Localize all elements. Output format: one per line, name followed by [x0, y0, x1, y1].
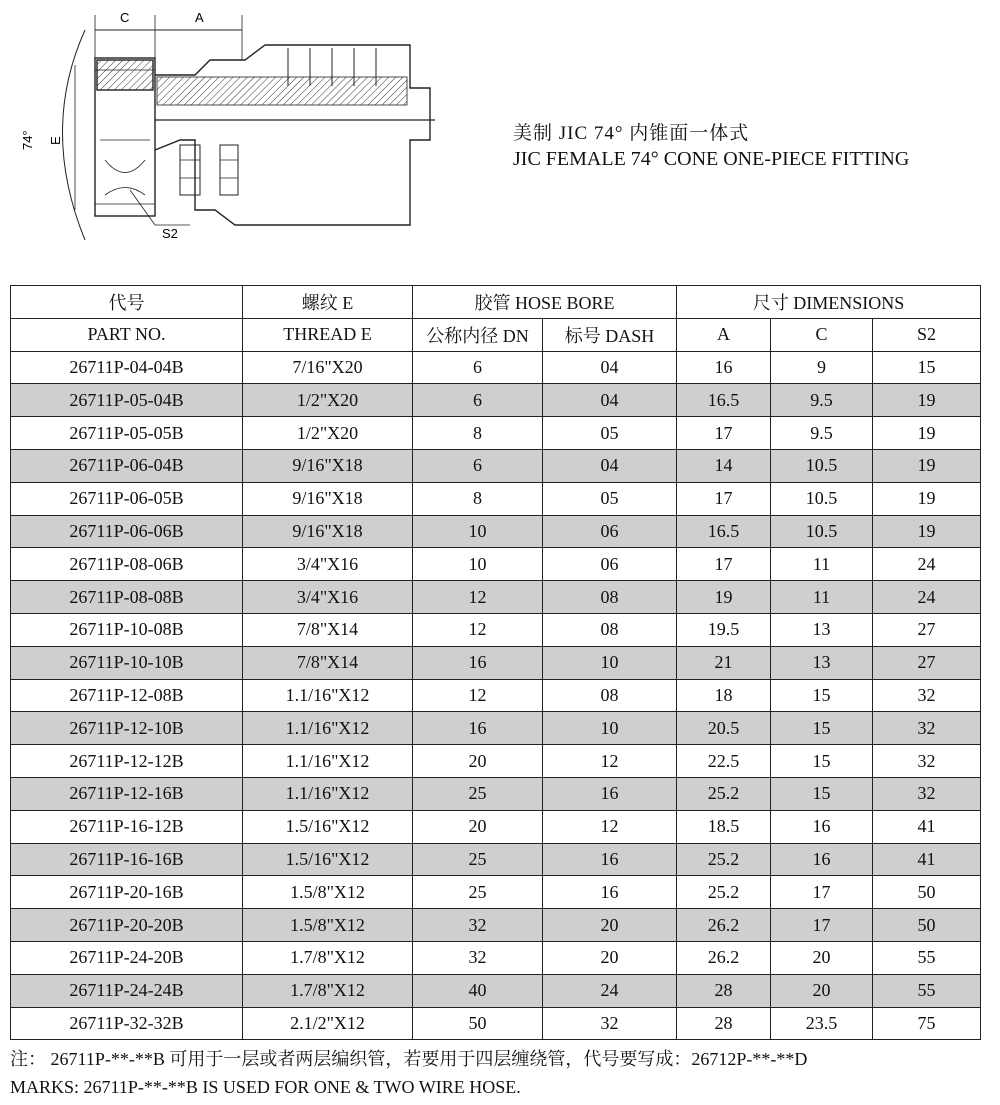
table-cell: 16 [413, 712, 543, 745]
table-row [11, 482, 981, 515]
table-cell: 9/16"X18 [243, 515, 413, 548]
table-cell: 32 [873, 777, 981, 810]
table-cell: 26711P-12-12B [11, 745, 243, 778]
table-cell: 3/4"X16 [243, 581, 413, 614]
header-part-no: PART NO. [11, 318, 243, 351]
table-row [11, 679, 981, 712]
table-cell: 55 [873, 941, 981, 974]
title-english: JIC FEMALE 74° CONE ONE-PIECE FITTING [513, 148, 910, 170]
table-cell: 12 [413, 581, 543, 614]
table-cell: 20 [543, 909, 677, 942]
table-cell: 16 [677, 351, 771, 384]
table-cell: 11 [771, 581, 873, 614]
table-cell: 10.5 [771, 515, 873, 548]
header-s2: S2 [873, 318, 981, 351]
table-row [11, 548, 981, 581]
table-cell: 11 [771, 548, 873, 581]
table-row [11, 745, 981, 778]
table-cell: 17 [677, 417, 771, 450]
table-cell: 32 [873, 679, 981, 712]
table-cell: 19 [873, 449, 981, 482]
table-row [11, 843, 981, 876]
table-row [11, 974, 981, 1007]
table-cell: 40 [413, 974, 543, 1007]
table-row [11, 351, 981, 384]
table-cell: 1/2"X20 [243, 384, 413, 417]
table-cell: 8 [413, 417, 543, 450]
table-row [11, 646, 981, 679]
fitting-drawing [20, 0, 460, 255]
table-cell: 24 [873, 548, 981, 581]
table-cell: 15 [771, 679, 873, 712]
table-cell: 19 [873, 384, 981, 417]
table-cell: 04 [543, 384, 677, 417]
table-cell: 28 [677, 1007, 771, 1040]
table-cell: 10 [543, 646, 677, 679]
table-cell: 1.5/8"X12 [243, 909, 413, 942]
table-cell: 32 [543, 1007, 677, 1040]
table-cell: 8 [413, 482, 543, 515]
table-row [11, 941, 981, 974]
header-dn: 公称内径 DN [413, 318, 543, 351]
table-cell: 15 [771, 777, 873, 810]
header-hose-bore: 胶管 HOSE BORE [413, 286, 677, 319]
table-cell: 04 [543, 351, 677, 384]
table-row [11, 449, 981, 482]
table-cell: 7/16"X20 [243, 351, 413, 384]
table-cell: 25.2 [677, 843, 771, 876]
table-row [11, 515, 981, 548]
table-cell: 26711P-10-10B [11, 646, 243, 679]
table-cell: 08 [543, 581, 677, 614]
table-cell: 9/16"X18 [243, 482, 413, 515]
table-cell: 15 [771, 712, 873, 745]
table-cell: 15 [873, 351, 981, 384]
table-cell: 17 [677, 548, 771, 581]
table-row [11, 876, 981, 909]
table-cell: 1.5/8"X12 [243, 876, 413, 909]
table-cell: 26711P-06-06B [11, 515, 243, 548]
table-row [11, 777, 981, 810]
table-cell: 17 [771, 876, 873, 909]
table-cell: 16 [413, 646, 543, 679]
angle-label: 74° [20, 130, 35, 150]
table-cell: 9.5 [771, 417, 873, 450]
note-chinese: 注： 26711P-**-**B 可用于一层或者两层编织管，若要用于四层缠绕管，代号要写成：26712P-**-**D [10, 1049, 808, 1069]
table-cell: 25.2 [677, 777, 771, 810]
title-chinese: 美制 JIC 74° 内锥面一体式 [513, 123, 750, 144]
table-cell: 50 [873, 909, 981, 942]
header-thread-zh: 螺纹 E [243, 286, 413, 319]
table-cell: 1/2"X20 [243, 417, 413, 450]
table-row [11, 417, 981, 450]
table-cell: 18 [677, 679, 771, 712]
table-row [11, 712, 981, 745]
table-cell: 26711P-20-20B [11, 909, 243, 942]
table-cell: 20 [413, 810, 543, 843]
table-cell: 32 [413, 909, 543, 942]
table-cell: 26711P-12-10B [11, 712, 243, 745]
table-cell: 26711P-12-08B [11, 679, 243, 712]
table-cell: 19 [873, 515, 981, 548]
table-cell: 1.7/8"X12 [243, 941, 413, 974]
table-cell: 26.2 [677, 941, 771, 974]
table-cell: 25 [413, 876, 543, 909]
table-cell: 16 [771, 810, 873, 843]
table-cell: 04 [543, 449, 677, 482]
table-cell: 6 [413, 351, 543, 384]
table-cell: 12 [413, 679, 543, 712]
table-cell: 32 [873, 745, 981, 778]
table-cell: 7/8"X14 [243, 646, 413, 679]
dim-c-label: C [120, 10, 130, 25]
table-cell: 26711P-05-04B [11, 384, 243, 417]
table-cell: 26711P-16-16B [11, 843, 243, 876]
table-cell: 26711P-06-04B [11, 449, 243, 482]
header-dimensions: 尺寸 DIMENSIONS [677, 286, 981, 319]
table-cell: 18.5 [677, 810, 771, 843]
table-cell: 20.5 [677, 712, 771, 745]
dim-a-label: A [195, 10, 204, 25]
table-cell: 26711P-10-08B [11, 613, 243, 646]
table-cell: 17 [677, 482, 771, 515]
table-cell: 16 [771, 843, 873, 876]
header-a: A [677, 318, 771, 351]
table-cell: 26711P-06-05B [11, 482, 243, 515]
table-cell: 25.2 [677, 876, 771, 909]
table-cell: 26711P-24-24B [11, 974, 243, 1007]
table-cell: 32 [413, 941, 543, 974]
table-cell: 27 [873, 646, 981, 679]
table-cell: 3/4"X16 [243, 548, 413, 581]
table-cell: 13 [771, 613, 873, 646]
table-cell: 25 [413, 777, 543, 810]
table-cell: 06 [543, 548, 677, 581]
table-cell: 50 [873, 876, 981, 909]
table-cell: 23.5 [771, 1007, 873, 1040]
table-cell: 21 [677, 646, 771, 679]
table-cell: 25 [413, 843, 543, 876]
table-cell: 9/16"X18 [243, 449, 413, 482]
table-cell: 17 [771, 909, 873, 942]
table-cell: 75 [873, 1007, 981, 1040]
table-cell: 19 [677, 581, 771, 614]
table-row [11, 810, 981, 843]
table-cell: 16 [543, 876, 677, 909]
table-cell: 28 [677, 974, 771, 1007]
table-cell: 55 [873, 974, 981, 1007]
table-row [11, 613, 981, 646]
table-cell: 20 [771, 974, 873, 1007]
table-cell: 1.1/16"X12 [243, 745, 413, 778]
spec-table [10, 285, 981, 1040]
table-row [11, 909, 981, 942]
table-cell: 26711P-12-16B [11, 777, 243, 810]
table-cell: 16.5 [677, 384, 771, 417]
table-cell: 06 [543, 515, 677, 548]
table-cell: 12 [413, 613, 543, 646]
table-cell: 26.2 [677, 909, 771, 942]
table-cell: 50 [413, 1007, 543, 1040]
table-cell: 10.5 [771, 449, 873, 482]
table-cell: 32 [873, 712, 981, 745]
table-cell: 26711P-08-08B [11, 581, 243, 614]
table-cell: 24 [543, 974, 677, 1007]
table-row [11, 581, 981, 614]
table-cell: 20 [413, 745, 543, 778]
table-cell: 26711P-20-16B [11, 876, 243, 909]
table-cell: 10.5 [771, 482, 873, 515]
table-cell: 08 [543, 613, 677, 646]
table-row [11, 1007, 981, 1040]
table-cell: 1.1/16"X12 [243, 777, 413, 810]
table-cell: 2.1/2"X12 [243, 1007, 413, 1040]
table-cell: 19.5 [677, 613, 771, 646]
table-cell: 12 [543, 810, 677, 843]
table-cell: 1.7/8"X12 [243, 974, 413, 1007]
table-cell: 14 [677, 449, 771, 482]
table-cell: 22.5 [677, 745, 771, 778]
header-thread-en: THREAD E [243, 318, 413, 351]
table-cell: 15 [771, 745, 873, 778]
table-cell: 1.5/16"X12 [243, 810, 413, 843]
table-cell: 41 [873, 810, 981, 843]
table-cell: 26711P-04-04B [11, 351, 243, 384]
table-cell: 41 [873, 843, 981, 876]
table-cell: 19 [873, 417, 981, 450]
table-cell: 10 [413, 515, 543, 548]
table-cell: 26711P-16-12B [11, 810, 243, 843]
table-cell: 9 [771, 351, 873, 384]
table-cell: 26711P-24-20B [11, 941, 243, 974]
table-cell: 10 [543, 712, 677, 745]
table-cell: 1.1/16"X12 [243, 679, 413, 712]
table-cell: 1.5/16"X12 [243, 843, 413, 876]
table-cell: 13 [771, 646, 873, 679]
table-cell: 24 [873, 581, 981, 614]
table-cell: 26711P-05-05B [11, 417, 243, 450]
table-cell: 7/8"X14 [243, 613, 413, 646]
table-cell: 6 [413, 384, 543, 417]
table-cell: 1.1/16"X12 [243, 712, 413, 745]
table-cell: 26711P-32-32B [11, 1007, 243, 1040]
table-row [11, 384, 981, 417]
table-cell: 08 [543, 679, 677, 712]
table-cell: 26711P-08-06B [11, 548, 243, 581]
table-cell: 9.5 [771, 384, 873, 417]
header-dash: 标号 DASH [543, 318, 677, 351]
table-cell: 12 [543, 745, 677, 778]
dim-e-label: E [48, 136, 63, 145]
table-cell: 05 [543, 482, 677, 515]
table-cell: 10 [413, 548, 543, 581]
s2-label: S2 [162, 226, 178, 241]
table-cell: 20 [543, 941, 677, 974]
table-cell: 16 [543, 777, 677, 810]
header-row-2 [11, 318, 981, 351]
table-cell: 05 [543, 417, 677, 450]
table-cell: 20 [771, 941, 873, 974]
table-cell: 27 [873, 613, 981, 646]
header-row-1 [11, 286, 981, 319]
header-c: C [771, 318, 873, 351]
table-cell: 16 [543, 843, 677, 876]
table-cell: 6 [413, 449, 543, 482]
table-cell: 19 [873, 482, 981, 515]
header-code: 代号 [11, 286, 243, 319]
note-english: MARKS: 26711P-**-**B IS USED FOR ONE & TWO WIRE HOSE. [10, 1077, 521, 1097]
table-cell: 16.5 [677, 515, 771, 548]
